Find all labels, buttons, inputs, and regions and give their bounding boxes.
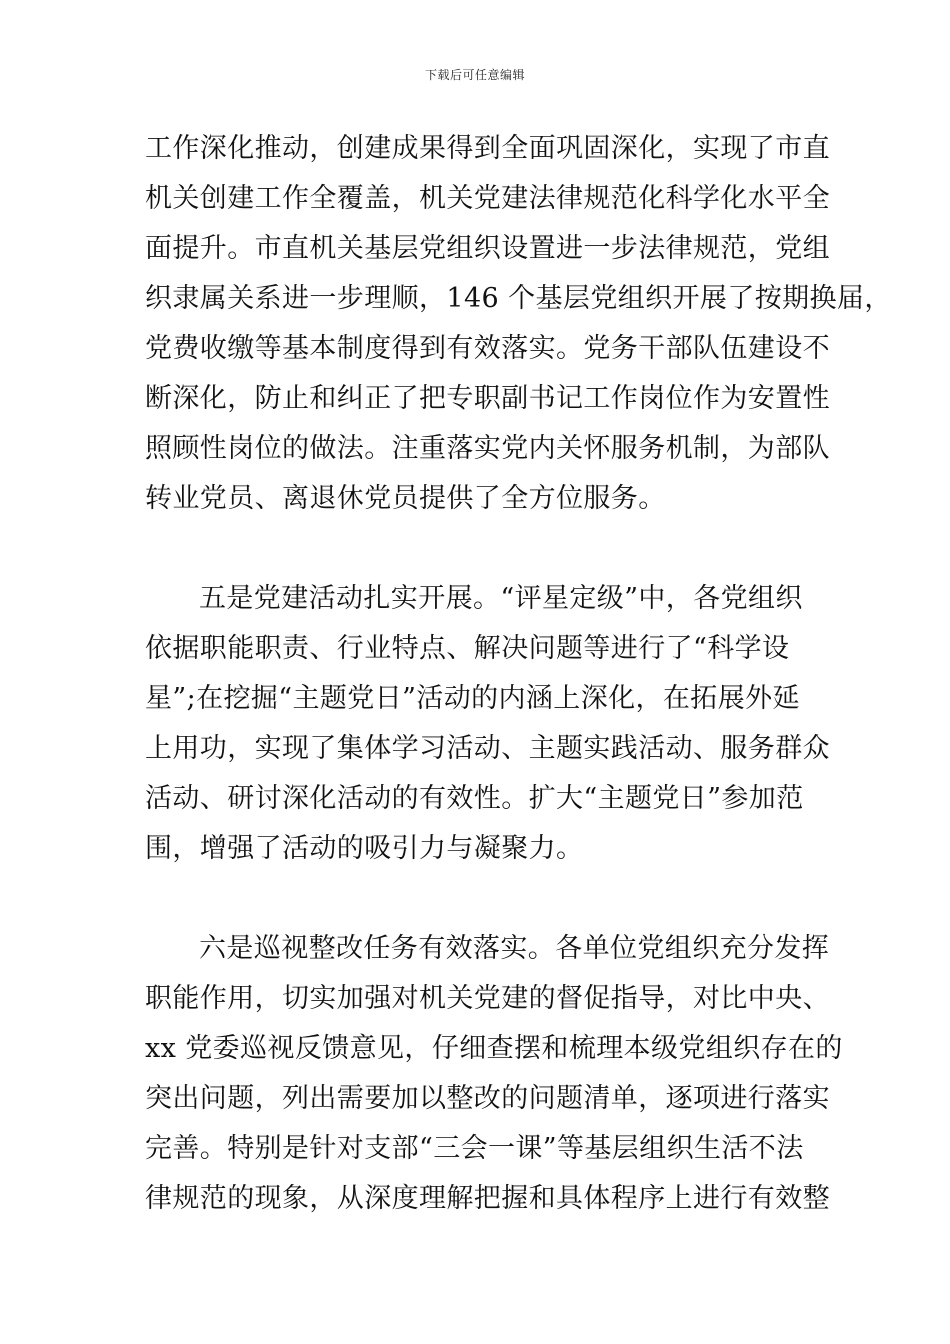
- paragraph-line: 活动、研讨深化活动的有效性。扩大“主题党日”参加范: [145, 783, 804, 814]
- paragraph-line: 完善。特别是针对支部“三会一课”等基层组织生活不法: [145, 1133, 804, 1164]
- paragraph-line: 上用功，实现了集体学习活动、主题实践活动、服务群众: [145, 733, 830, 764]
- paragraph-line: 面提升。市直机关基层党组织设置进一步法律规范，党组: [145, 233, 830, 264]
- paragraph-line: 照顾性岗位的做法。注重落实党内关怀服务机制，为部队: [145, 433, 830, 464]
- paragraph-line: 六是巡视整改任务有效落实。各单位党组织充分发挥: [199, 933, 830, 964]
- paragraph-line: 机关创建工作全覆盖，机关党建法律规范化科学化水平全: [145, 183, 830, 214]
- paragraph-line: 职能作用，切实加强对机关党建的督促指导，对比中央、: [145, 983, 830, 1014]
- paragraph-line: 党费收缴等基本制度得到有效落实。党务干部队伍建设不: [145, 333, 830, 364]
- paragraph-line: 围，增强了活动的吸引力与凝聚力。: [145, 833, 584, 864]
- paragraph-line: 五是党建活动扎实开展。“评星定级”中，各党组织: [199, 583, 803, 614]
- paragraph-line: 转业党员、离退休党员提供了全方位服务。: [145, 483, 666, 514]
- paragraph-line: 突出问题，列出需要加以整改的问题清单，逐项进行落实: [145, 1083, 830, 1114]
- paragraph-line: 工作深化推动，创建成果得到全面巩固深化，实现了市直: [145, 133, 830, 164]
- page-header: 下载后可任意编辑: [424, 68, 525, 82]
- paragraph-line: 律规范的现象，从深度理解把握和具体程序上进行有效整: [145, 1183, 830, 1214]
- paragraph-line: 织隶属关系进一步理顺，146 个基层党组织开展了按期换届，: [145, 283, 892, 314]
- paragraph-line: 依据职能职责、行业特点、解决问题等进行了“科学设: [145, 633, 790, 664]
- paragraph-line: xx 党委巡视反馈意见，仔细查摆和梳理本级党组织存在的: [145, 1033, 843, 1064]
- paragraph-line: 断深化，防止和纠正了把专职副书记工作岗位作为安置性: [145, 383, 830, 414]
- paragraph-line: 星”;在挖掘“主题党日”活动的内涵上深化，在拓展外延: [145, 683, 800, 714]
